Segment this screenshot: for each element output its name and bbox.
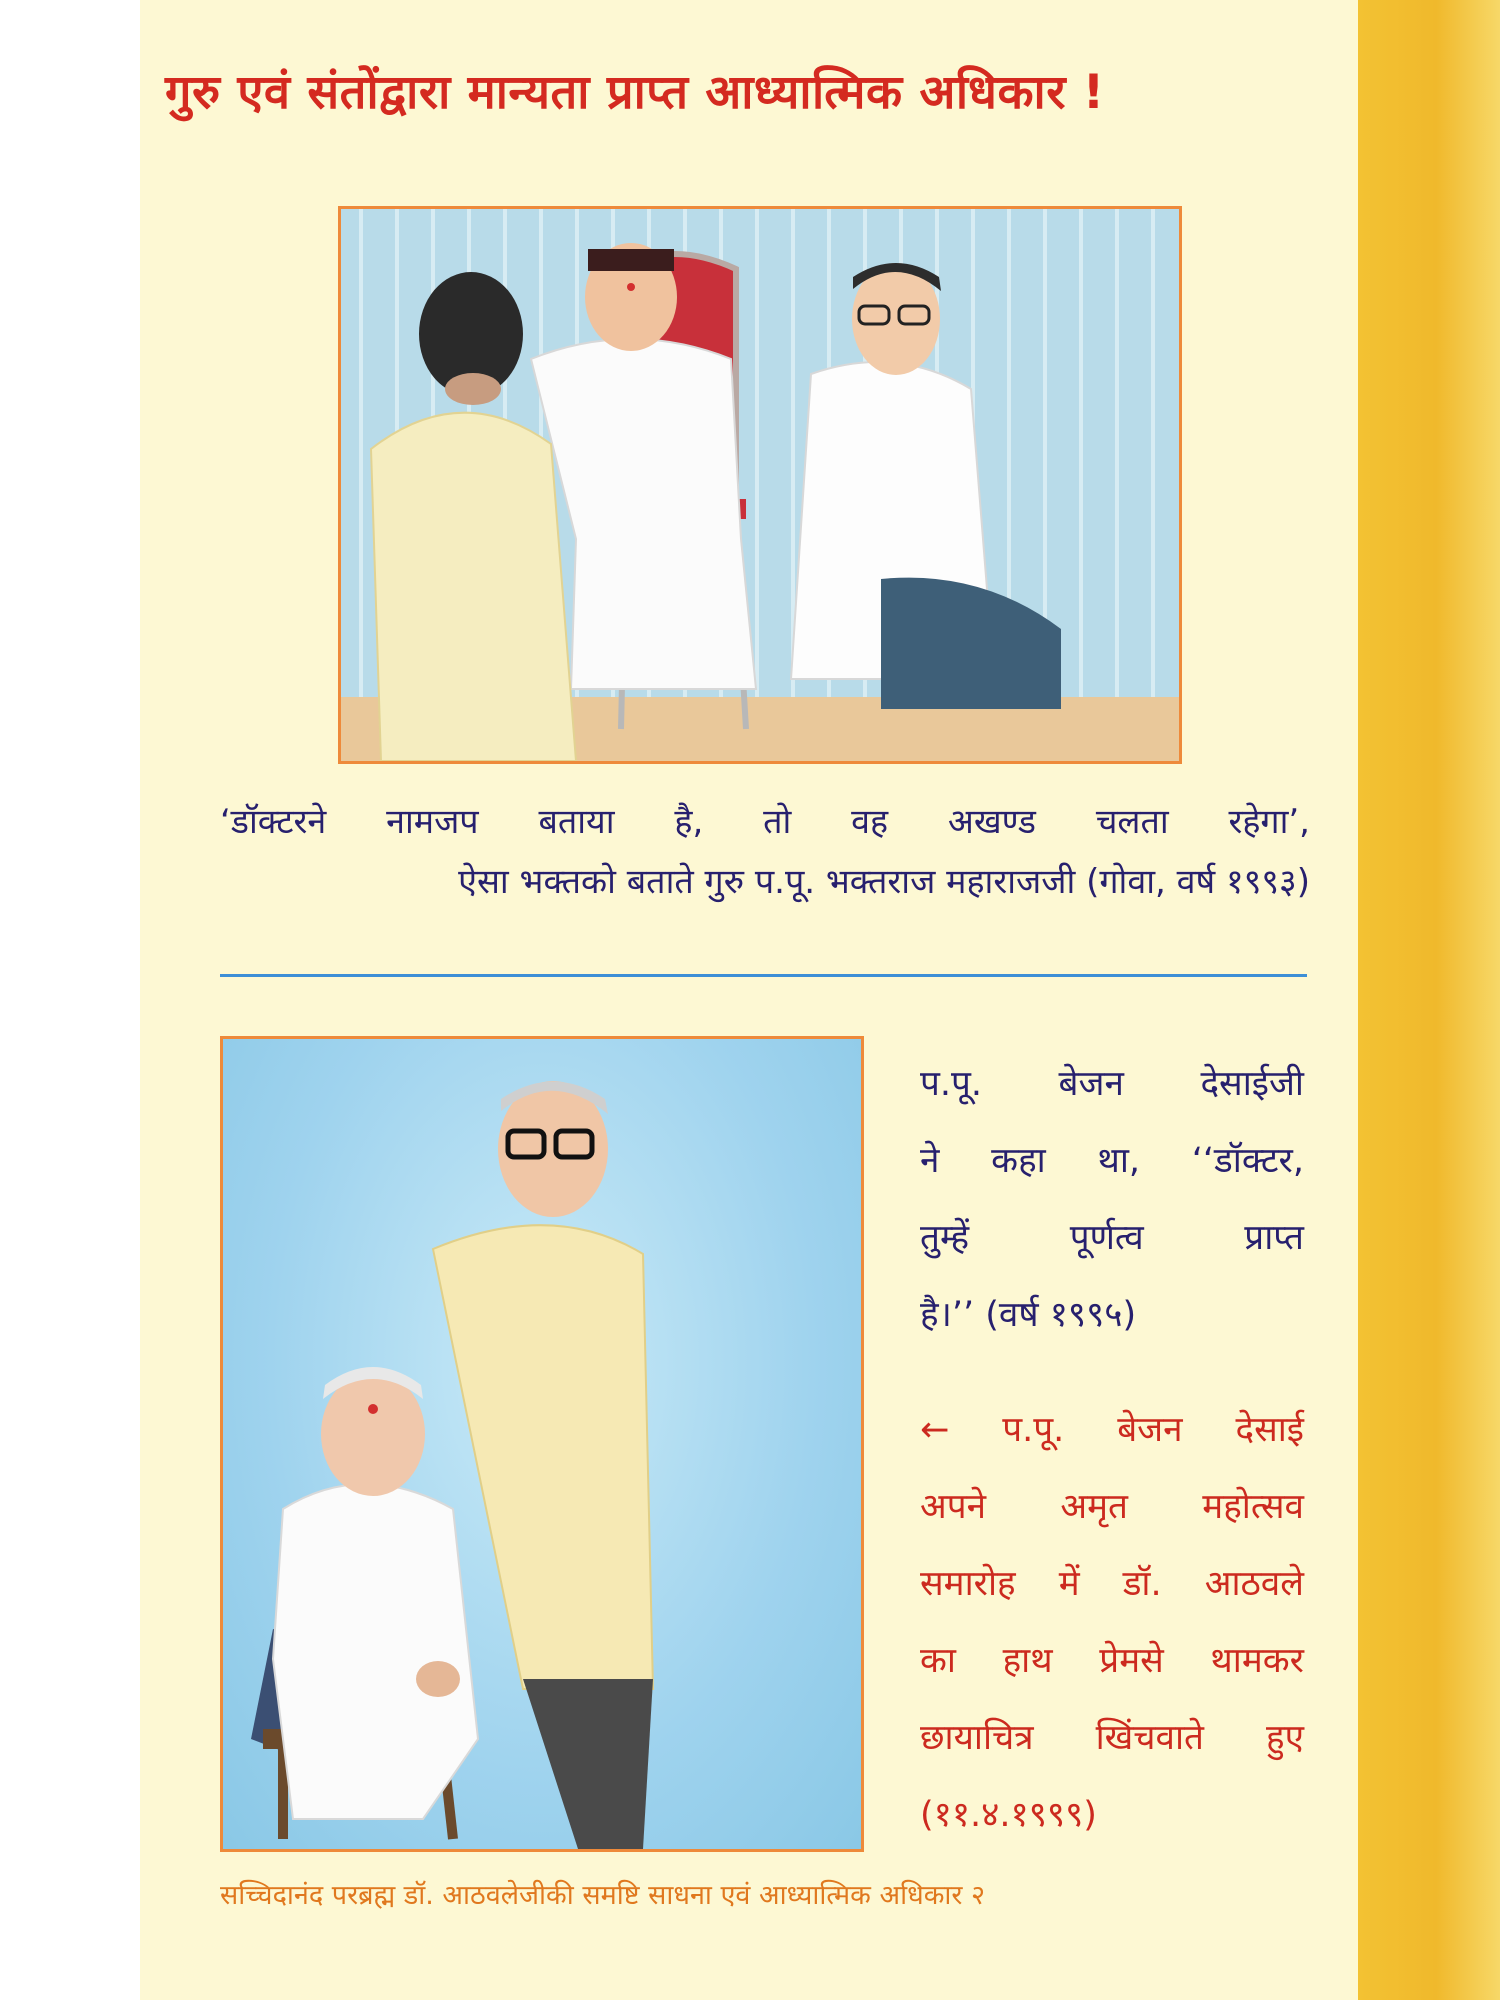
side-caption-line-5: छायाचित्र खिंचवाते हुए [920,1718,1304,1758]
quote-line-2: ने कहा था, ‘‘डॉक्टर, [920,1141,1304,1181]
page-title: गुरु एवं संतोंद्वारा मान्यता प्राप्त आध्यात्मिक अधिकार ! [165,65,1105,120]
quote-block [920,1046,1304,1354]
quote-line-4: है।’’ (वर्ष १९९५) [920,1295,1137,1335]
photo-caption-top [220,792,1310,912]
side-caption-line-1: ← प.पू. बेजन देसाई [920,1410,1304,1450]
photo-guru-meeting [338,206,1182,764]
photo-bejan-desai [220,1036,864,1852]
side-caption-line-6: (११.४.१९९९) [920,1795,1097,1835]
page-edge [1358,0,1500,2000]
side-caption-line-3: समारोह में डॉ. आठवले [920,1564,1304,1604]
illustration-three-men [341,209,1179,761]
caption-top-line-1: ‘डॉक्टरने नामजप बताया है, तो वह अखण्ड चलता रहेगा’, [220,802,1310,842]
page-footer: सच्चिदानंद परब्रह्म डॉ. आठवलेजीकी समष्टि साधना एवं आध्यात्मिक अधिकार २ [220,1880,986,1911]
section-divider [220,974,1307,977]
caption-top-line-2: ऐसा भक्तको बताते गुरु प.पू. भक्तराज महाराजजी (गोवा, वर्ष १९९३) [458,862,1310,902]
quote-line-3: तुम्हें पूर्णत्व प्राप्त [920,1218,1304,1258]
photo-caption-side [920,1392,1304,1854]
side-caption-line-4: का हाथ प्रेमसे थामकर [920,1641,1304,1681]
quote-line-1: प.पू. बेजन देसाईजी [920,1064,1304,1104]
side-caption-line-2: अपने अमृत महोत्सव [920,1487,1304,1527]
photo-two-men [223,1039,861,1849]
